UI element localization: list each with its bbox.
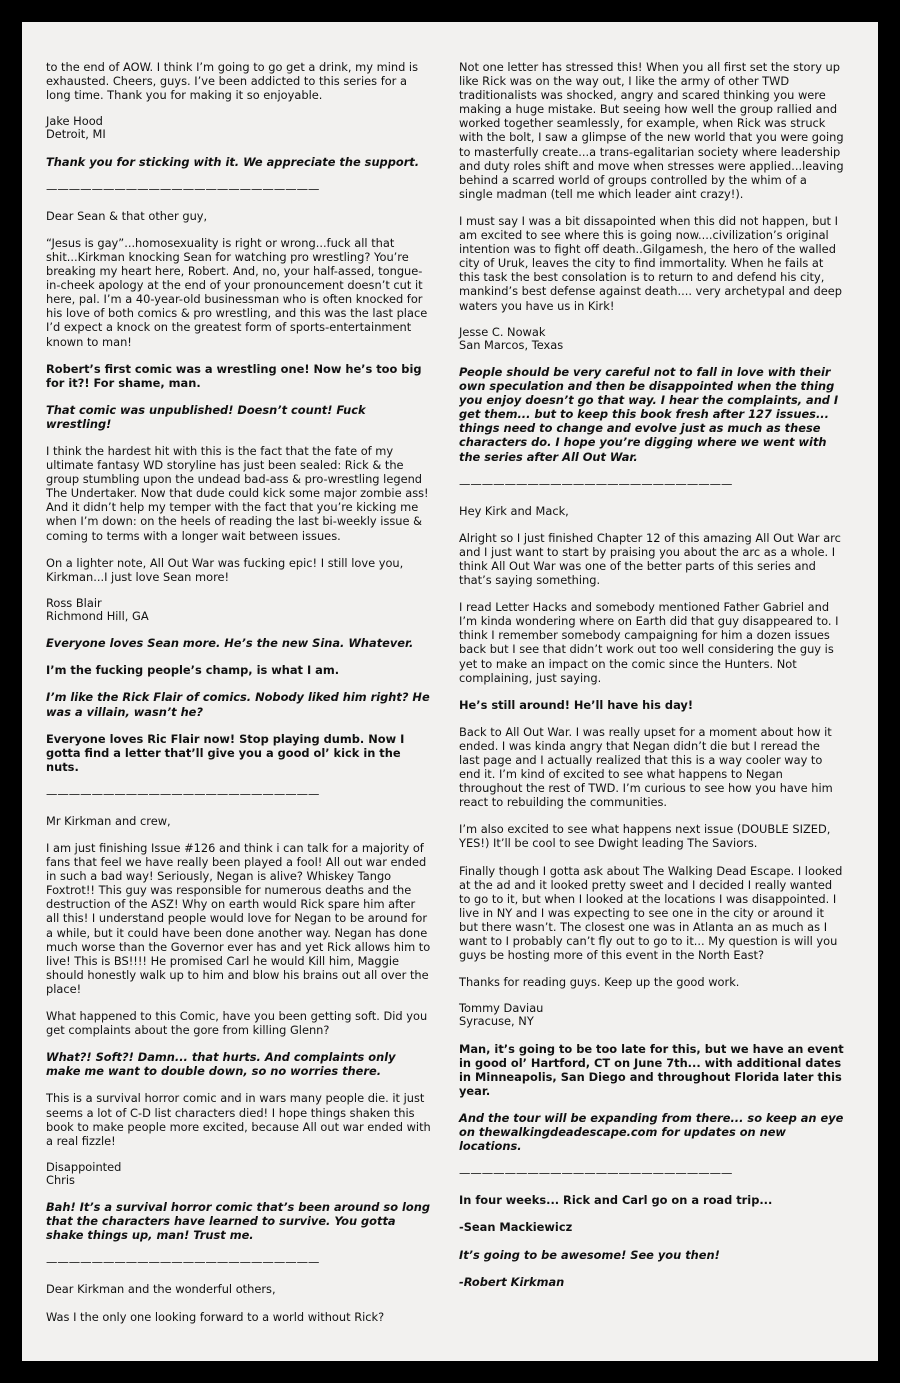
teaser-road-trip: In four weeks... Rick and Carl go on a road trip... bbox=[459, 1193, 773, 1208]
letters-page bbox=[22, 22, 878, 1361]
divider-1: ———————————————————————— bbox=[46, 181, 320, 196]
letter-tommy-body-5: Finally though I gotta ask about The Walking Dead Escape. I looked at the ad and it looked pretty sweet and I decided I really wanted to go to it, but when I looked at the locations I was disappointed. I live in NY and I was expecting to see one in the city or around it but there wasn’t. The closest one was in Atlanta an as much as I want to I probably can’t fly out to go to it... My question is will you guys be hosting more of this event in the North East? bbox=[459, 863, 843, 963]
letter-ross-body-1: “Jesus is gay”...homosexuality is right or wrong...fuck all that shit...Kirkman knocking Sean for watching pro wrestling? You’re breaking my heart here, Robert. And, no, your half-assed, tongue-in-cheek apology at the end of your pronouncement doesn’t cut it here, pal. I’m a 40-year-old businessman who is often knocked for his love of both comics & pro wrestling, and this was the last place I’d expect a knock on the greatest form of sports-entertainment known to man! bbox=[46, 235, 428, 349]
letter-ross-body-3: On a lighter note, All Out War was fucking epic! I still love you, Kirkman...I just love Sean more! bbox=[46, 555, 404, 584]
reply-comic-unpublished: That comic was unpublished! Doesn’t count! Fuck wrestling! bbox=[46, 402, 366, 431]
divider-5: ———————————————————————— bbox=[459, 1166, 733, 1181]
reply-hes-still-around: He’s still around! He’ll have his day! bbox=[459, 697, 694, 712]
reply-bah-survival-horror: Bah! It’s a survival horror comic that’s been around so long that the characters have learned to survive. You gotta shake things up, man! Trust me. bbox=[46, 1200, 430, 1243]
two-column-layout bbox=[22, 22, 878, 1361]
signature-chris: Disappointed Chris bbox=[46, 1159, 122, 1187]
signoff-awesome: It’s going to be awesome! See you then! bbox=[459, 1247, 720, 1262]
reply-soft-damn: What?! Soft?! Damn... that hurts. And complaints only make me want to double down, so no worries there. bbox=[46, 1050, 396, 1079]
reply-wrestling-comic: Robert’s first comic was a wrestling one! Now he’s too big for it?! For shame, man. bbox=[46, 361, 422, 390]
signature-ross-blair: Ross Blair Richmond Hill, GA bbox=[46, 595, 149, 624]
letter-tommy-body-2: I read Letter Hacks and somebody mentioned Father Gabriel and I’m kinda wondering where on Earth did that guy disappeared to. I think I remember somebody campaigning for him a dozen issues back but I see that didn’t work out too well considering the guy is yet to make an impact on the comic since the Hunters. Not complaining, just saying. bbox=[459, 600, 839, 685]
signature-tommy-daviau: Tommy Daviau Syracuse, NY bbox=[459, 1001, 544, 1029]
divider-4: ———————————————————————— bbox=[459, 476, 733, 491]
reply-ric-flair-now: Everyone loves Ric Flair now! Stop playing dumb. Now I gotta find a letter that’ll give you a good ol’ kick in the nuts. bbox=[46, 731, 405, 774]
letter-jake-body: to the end of AOW. I think I’m going to go get a drink, my mind is exhausted. Cheers, guys. I’ve been addicted to this series for a long time. Thank you for making it so enjoyable. bbox=[46, 60, 419, 103]
letter-tommy-salutation: Hey Kirk and Mack, bbox=[459, 503, 569, 518]
letter-tommy-body-6: Thanks for reading guys. Keep up the good work. bbox=[459, 975, 740, 990]
left-column bbox=[46, 60, 431, 1341]
letter-chris-body-2: What happened to this Comic, have you been getting soft. Did you get complaints about the gore from killing Glenn? bbox=[46, 1009, 428, 1038]
right-column bbox=[459, 60, 844, 1341]
reply-thank-you: Thank you for sticking with it. We appreciate the support. bbox=[46, 154, 420, 169]
letter-tommy-body-1: Alright so I just finished Chapter 12 of this amazing All Out War arc and I just want to start by praising you about the arc as a whole. I think All Out War was one of the better parts of this series and that’s saying something. bbox=[459, 530, 841, 588]
letter-tommy-body-3: Back to All Out War. I was really upset for a moment about how it ended. I was kinda angry that Negan didn’t die but I reread the last page and I actually realized that this is a way cooler way to end it. I’m kind of excited to see what happens to Negan throughout the rest of TWD. I’m curious to see how you have him react to rebuilding the communities. bbox=[459, 724, 833, 810]
reply-careful-speculation: People should be very careful not to fall in love with their own speculation and then be disappointed when the thing you enjoy doesn’t go that way. I hear the complaints, and I get them... but to keep this book fresh after 127 issues... things need to change and evolve just as much as these characters do. I hope you’re digging where we went with the series after All Out War. bbox=[459, 365, 839, 464]
letter-ross-salutation: Dear Sean & that other guy, bbox=[46, 208, 208, 223]
divider-2: ———————————————————————— bbox=[46, 786, 320, 801]
letter-jesse-body-3: I must say I was a bit dissapointed when this did not happen, but I am excited to see where this is going now....civilization’s original intention was to fight off death..Gilgamesh, the hero of the walled city of Uruk, leaves the city to find immortality. When he fails at this task the best consolation is to return to and defend his city, mankind’s best defense against death.... very archetypal and deep waters you have us in Kirk! bbox=[459, 213, 843, 313]
signoff-robert: -Robert Kirkman bbox=[459, 1274, 565, 1289]
reply-hartford-event: Man, it’s going to be too late for this, but we have an event in good ol’ Hartford, CT on June 7th... with additional dates in Minneapolis, San Diego and throughout Florida later this year. bbox=[459, 1041, 844, 1098]
reply-everyone-loves-sean: Everyone loves Sean more. He’s the new Sina. Whatever. bbox=[46, 636, 414, 651]
signature-jesse-nowak: Jesse C. Nowak San Marcos, Texas bbox=[459, 324, 564, 352]
reply-tour-expanding: And the tour will be expanding from there... so keep an eye on thewalkingdeadescape.com for updates on new locations. bbox=[459, 1111, 844, 1154]
reply-rick-flair: I’m like the Rick Flair of comics. Nobody liked him right? He was a villain, wasn’t he? bbox=[46, 690, 430, 719]
letter-jesse-body-1: Was I the only one looking forward to a world without Rick? bbox=[46, 1309, 385, 1324]
reply-peoples-champ: I’m the fucking people’s champ, is what I am. bbox=[46, 663, 340, 678]
letter-chris-body-1: I am just finishing Issue #126 and think i can talk for a majority of fans that feel we have really been played a fool! All out war ended in such a bad way! Seriously, Negan is alive? Whiskey Tango Foxtrot!! This guy was responsible for numerous deaths and the destruction of the ASZ! Why on earth would Rick spare him after all this! I understand people would love for Negan to be around for a while, but it could have been done another way. Negan has done much worse than the Governor ever has and yet Rick allows him to live! This is BS!!!! He promised Carl he would Kill him, Maggie should honestly walk up to him and blow his brains out all over the place! bbox=[46, 841, 431, 996]
letter-ross-body-2: I think the hardest hit with this is the fact that the fate of my ultimate fantasy WD storyline has just been sealed: Rick & the group stumbling upon the undead bad-ass & pro-wrestling legend The Undertaker. Now that dude could kick some major zombie ass! And it didn’t help my temper with the fact that you’re kicking me when I’m down: on the heels of reading the last bi-weekly issue & coming to terms with a longer wait between issues. bbox=[46, 444, 429, 543]
letter-chris-body-3: This is a survival horror comic and in wars many people die. it just seems a lot of C-D list characters died! I hope things shaken this book to make people more excited, because All out war ended with a real fizzle! bbox=[46, 1091, 431, 1148]
divider-3: ———————————————————————— bbox=[46, 1255, 320, 1270]
letter-jesse-salutation: Dear Kirkman and the wonderful others, bbox=[46, 1282, 276, 1297]
signature-jake-hood: Jake Hood Detroit, MI bbox=[46, 114, 106, 142]
signoff-sean: -Sean Mackiewicz bbox=[459, 1220, 573, 1235]
letter-chris-salutation: Mr Kirkman and crew, bbox=[46, 813, 171, 828]
letter-jesse-body-2: Not one letter has stressed this! When you all first set the story up like Rick was on the way out, I like the army of other TWD traditionalists was shocked, angry and scared thinking you were making a huge mistake. But seeing how well the group rallied and worked together seamlessly, for example, when Rick was struck with the bolt, I saw a glimpse of the new world that you were going to masterfully create...a trans-egalitarian society where leadership and duty roles shift and move when stresses were applied...leaving behind a scarred world of groups controlled by the whim of a single madman (tell me which leader aint crazy!). bbox=[459, 60, 844, 201]
letter-tommy-body-4: I’m also excited to see what happens next issue (DOUBLE SIZED, YES!) It’ll be cool to see Dwight leading The Saviors. bbox=[459, 822, 831, 851]
